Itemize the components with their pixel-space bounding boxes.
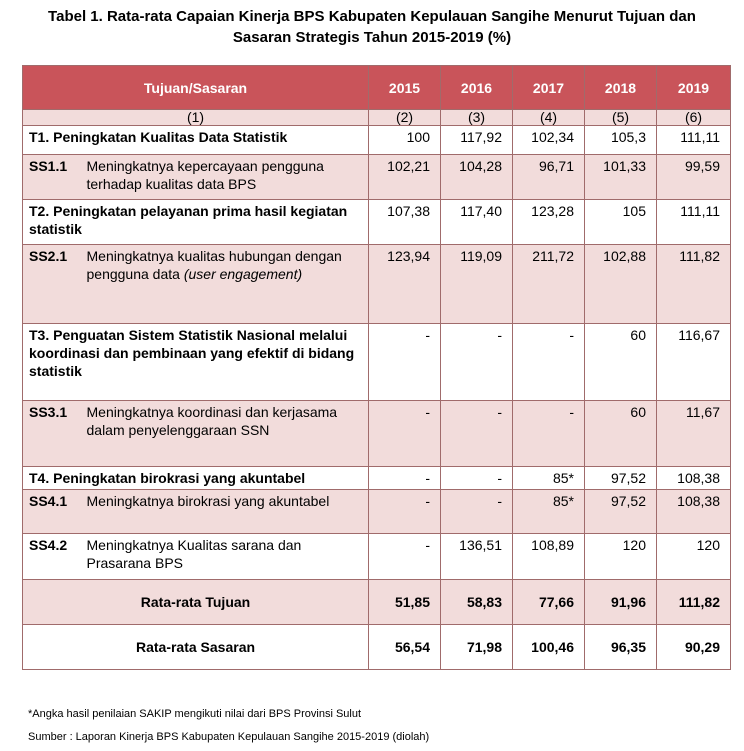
cell: - bbox=[369, 534, 441, 580]
header-row bbox=[23, 66, 731, 110]
summary-label: Rata-rata Tujuan bbox=[23, 580, 369, 625]
table-row bbox=[23, 467, 731, 490]
cell: 108,89 bbox=[513, 534, 585, 580]
cell: 56,54 bbox=[369, 625, 441, 670]
data-table bbox=[22, 65, 731, 670]
row-label: T3. Penguatan Sistem Statistik Nasional melalui koordinasi dan pembinaan yang efektif di bidang statistik bbox=[23, 324, 369, 401]
header-year: 2017 bbox=[513, 66, 585, 110]
cell: 101,33 bbox=[585, 155, 657, 200]
row-label: T2. Peningkatan pelayanan prima hasil kegiatan statistik bbox=[23, 200, 369, 245]
colnum: (6) bbox=[657, 110, 731, 126]
cell: 100 bbox=[369, 126, 441, 155]
summary-row bbox=[23, 580, 731, 625]
row-code: SS4.2 bbox=[23, 534, 81, 580]
cell: 136,51 bbox=[441, 534, 513, 580]
cell: - bbox=[441, 324, 513, 401]
cell: 91,96 bbox=[585, 580, 657, 625]
row-code: SS1.1 bbox=[23, 155, 81, 200]
cell: 97,52 bbox=[585, 467, 657, 490]
table-row bbox=[23, 534, 731, 580]
cell: - bbox=[369, 467, 441, 490]
cell: 97,52 bbox=[585, 490, 657, 534]
cell: 85* bbox=[513, 490, 585, 534]
colnum: (1) bbox=[23, 110, 369, 126]
summary-row bbox=[23, 625, 731, 670]
row-label: Meningkatnya Kualitas sarana dan Prasarana BPS bbox=[81, 534, 369, 580]
cell: 111,11 bbox=[657, 126, 731, 155]
table-row bbox=[23, 324, 731, 401]
cell: - bbox=[369, 324, 441, 401]
colnum: (3) bbox=[441, 110, 513, 126]
row-label-text: Meningkatnya kualitas hubungan dengan pengguna data bbox=[86, 248, 342, 282]
header-tujuan-sasaran: Tujuan/Sasaran bbox=[23, 66, 369, 110]
cell: - bbox=[441, 490, 513, 534]
cell: 211,72 bbox=[513, 245, 585, 324]
row-label-italic: (user engagement) bbox=[183, 266, 303, 282]
summary-label: Rata-rata Sasaran bbox=[23, 625, 369, 670]
title-line-2: Sasaran Strategis Tahun 2015-2019 (%) bbox=[232, 29, 512, 46]
cell: 117,40 bbox=[441, 200, 513, 245]
header-year: 2015 bbox=[369, 66, 441, 110]
table-row bbox=[23, 401, 731, 467]
row-label bbox=[81, 245, 369, 324]
table-row bbox=[23, 200, 731, 245]
cell: 116,67 bbox=[657, 324, 731, 401]
row-label: Meningkatnya kepercayaan pengguna terhadap kualitas data BPS bbox=[81, 155, 369, 200]
cell: 108,38 bbox=[657, 490, 731, 534]
cell: 100,46 bbox=[513, 625, 585, 670]
cell: 102,21 bbox=[369, 155, 441, 200]
cell: 111,11 bbox=[657, 200, 731, 245]
cell: 105 bbox=[585, 200, 657, 245]
colnum: (4) bbox=[513, 110, 585, 126]
cell: 123,94 bbox=[369, 245, 441, 324]
cell: 107,38 bbox=[369, 200, 441, 245]
cell: - bbox=[369, 490, 441, 534]
cell: 119,09 bbox=[441, 245, 513, 324]
cell: 111,82 bbox=[657, 580, 731, 625]
cell: - bbox=[513, 401, 585, 467]
cell: 96,35 bbox=[585, 625, 657, 670]
cell: 123,28 bbox=[513, 200, 585, 245]
cell: - bbox=[369, 401, 441, 467]
cell: - bbox=[513, 324, 585, 401]
cell: 120 bbox=[657, 534, 731, 580]
cell: 111,82 bbox=[657, 245, 731, 324]
cell: 96,71 bbox=[513, 155, 585, 200]
colnum: (2) bbox=[369, 110, 441, 126]
cell: 71,98 bbox=[441, 625, 513, 670]
table-row bbox=[23, 126, 731, 155]
row-code: SS4.1 bbox=[23, 490, 81, 534]
row-code: SS3.1 bbox=[23, 401, 81, 467]
colnum: (5) bbox=[585, 110, 657, 126]
column-number-row bbox=[23, 110, 731, 126]
cell: 85* bbox=[513, 467, 585, 490]
cell: 60 bbox=[585, 324, 657, 401]
cell: 60 bbox=[585, 401, 657, 467]
row-code: SS2.1 bbox=[23, 245, 81, 324]
cell: 120 bbox=[585, 534, 657, 580]
table-row bbox=[23, 245, 731, 324]
source-note: Sumber : Laporan Kinerja BPS Kabupaten Kepulauan Sangihe 2015-2019 (diolah) bbox=[28, 731, 430, 743]
table-row bbox=[23, 490, 731, 534]
cell: 108,38 bbox=[657, 467, 731, 490]
header-year: 2018 bbox=[585, 66, 657, 110]
cell: 102,88 bbox=[585, 245, 657, 324]
cell: 102,34 bbox=[513, 126, 585, 155]
cell: - bbox=[441, 401, 513, 467]
footnote: *Angka hasil penilaian SAKIP mengikuti nilai dari BPS Provinsi Sulut bbox=[28, 708, 362, 720]
row-label: Meningkatnya birokrasi yang akuntabel bbox=[81, 490, 369, 534]
cell: 58,83 bbox=[441, 580, 513, 625]
table-title bbox=[0, 6, 744, 48]
title-line-1: Tabel 1. Rata-rata Capaian Kinerja BPS Kabupaten Kepulauan Sangihe Menurut Tujuan dan bbox=[48, 8, 696, 25]
cell: 11,67 bbox=[657, 401, 731, 467]
cell: 99,59 bbox=[657, 155, 731, 200]
row-label: Meningkatnya koordinasi dan kerjasama dalam penyelenggaraan SSN bbox=[81, 401, 369, 467]
cell: - bbox=[441, 467, 513, 490]
row-label: T1. Peningkatan Kualitas Data Statistik bbox=[23, 126, 369, 155]
cell: 104,28 bbox=[441, 155, 513, 200]
header-year: 2016 bbox=[441, 66, 513, 110]
row-label: T4. Peningkatan birokrasi yang akuntabel bbox=[23, 467, 369, 490]
cell: 51,85 bbox=[369, 580, 441, 625]
cell: 117,92 bbox=[441, 126, 513, 155]
cell: 105,3 bbox=[585, 126, 657, 155]
header-year: 2019 bbox=[657, 66, 731, 110]
cell: 77,66 bbox=[513, 580, 585, 625]
cell: 90,29 bbox=[657, 625, 731, 670]
table-row bbox=[23, 155, 731, 200]
